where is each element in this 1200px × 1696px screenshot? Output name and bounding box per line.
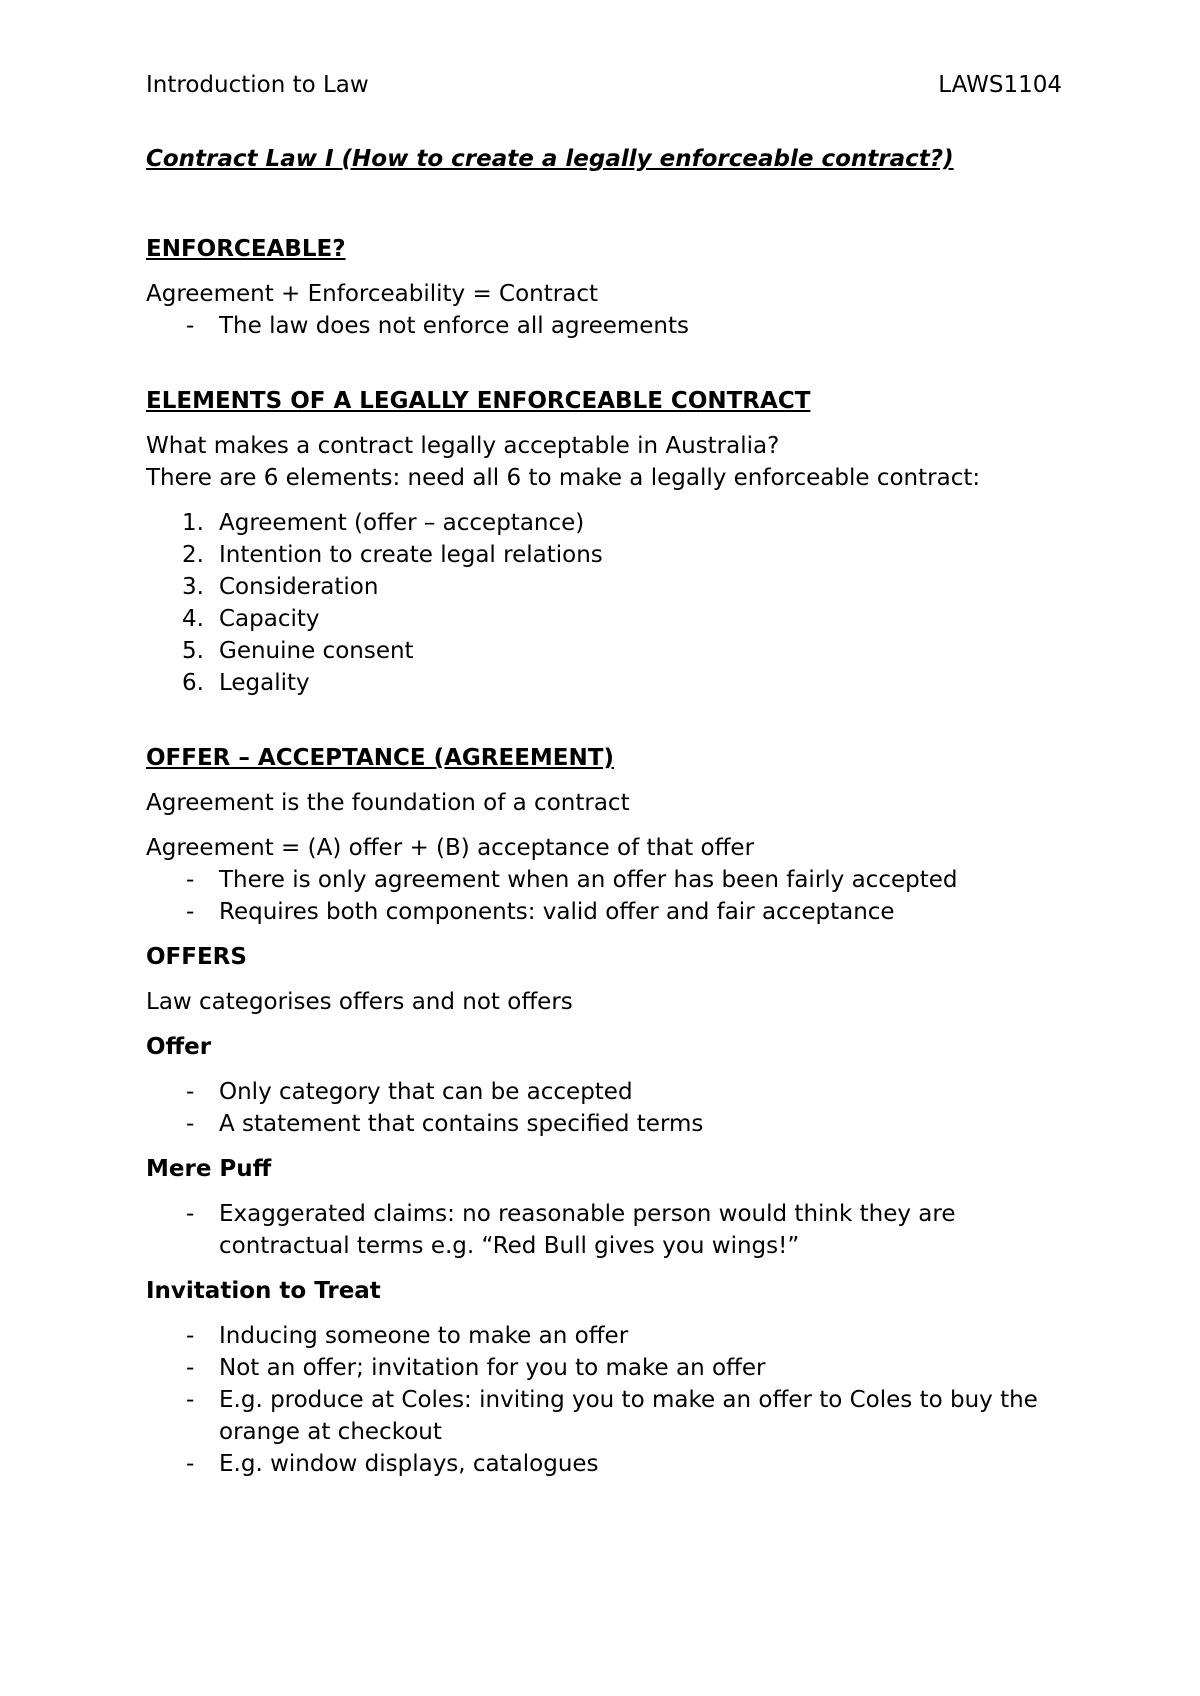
offer-bullets bbox=[146, 1076, 1076, 1140]
list-item bbox=[146, 310, 1076, 342]
list-item bbox=[146, 1448, 1076, 1480]
list-item-text: Inducing someone to make an offer bbox=[219, 1323, 629, 1349]
elements-list bbox=[146, 507, 1076, 699]
offer-acceptance-equation: Agreement = (A) offer + (B) acceptance of that offer bbox=[146, 835, 755, 861]
list-item-text: Exaggerated claims: no reasonable person would think they are contractual terms e.g. “Red Bull gives you wings!” bbox=[219, 1201, 956, 1259]
heading-offer-acceptance: OFFER – ACCEPTANCE (AGREEMENT) bbox=[146, 745, 614, 771]
list-item-text: E.g. produce at Coles: inviting you to make an offer to Coles to buy the orange at checkout bbox=[219, 1387, 1038, 1445]
list-number: 1. bbox=[182, 510, 204, 536]
list-item-text: Not an offer; invitation for you to make an offer bbox=[219, 1355, 766, 1381]
list-item-text: Requires both components: valid offer and fair acceptance bbox=[219, 899, 895, 925]
subheading-invitation-to-treat: Invitation to Treat bbox=[146, 1278, 381, 1304]
mere-puff-bullets bbox=[146, 1198, 1076, 1262]
subheading-offer: Offer bbox=[146, 1034, 212, 1060]
list-item bbox=[146, 1198, 1076, 1262]
list-item bbox=[146, 864, 1076, 896]
list-number: 6. bbox=[182, 670, 204, 696]
list-number: 4. bbox=[182, 606, 204, 632]
list-item-text: E.g. window displays, catalogues bbox=[219, 1451, 599, 1477]
bullet-marker: - bbox=[186, 1355, 195, 1381]
bullet-marker: - bbox=[186, 313, 195, 339]
list-item bbox=[146, 603, 1076, 635]
list-item bbox=[146, 1384, 1076, 1448]
heading-elements: ELEMENTS OF A LEGALLY ENFORCEABLE CONTRACT bbox=[146, 388, 811, 414]
list-number: 2. bbox=[182, 542, 204, 568]
offer-acceptance-bullets bbox=[146, 864, 1076, 928]
list-item-text: Agreement (offer – acceptance) bbox=[219, 510, 585, 536]
subheading-mere-puff: Mere Puff bbox=[146, 1156, 272, 1182]
list-item-text: Only category that can be accepted bbox=[219, 1079, 633, 1105]
list-item bbox=[146, 539, 1076, 571]
offer-acceptance-foundation: Agreement is the foundation of a contract bbox=[146, 790, 630, 816]
bullet-marker: - bbox=[186, 1079, 195, 1105]
elements-intro: There are 6 elements: need all 6 to make a legally enforceable contract: bbox=[146, 465, 981, 491]
list-item-text: Genuine consent bbox=[219, 638, 414, 664]
document-body bbox=[146, 143, 1076, 1480]
offers-intro: Law categorises offers and not offers bbox=[146, 989, 573, 1015]
bullet-marker: - bbox=[186, 899, 195, 925]
list-item-text: Intention to create legal relations bbox=[219, 542, 603, 568]
heading-offers: OFFERS bbox=[146, 944, 247, 970]
bullet-marker: - bbox=[186, 1111, 195, 1137]
list-item bbox=[146, 896, 1076, 928]
bullet-marker: - bbox=[186, 1387, 195, 1413]
list-item-text: Capacity bbox=[219, 606, 320, 632]
bullet-marker: - bbox=[186, 867, 195, 893]
list-item bbox=[146, 571, 1076, 603]
list-item-text: A statement that contains specified terms bbox=[219, 1111, 704, 1137]
enforceable-bullets bbox=[146, 310, 1076, 342]
course-name: Introduction to Law bbox=[146, 72, 369, 98]
elements-question: What makes a contract legally acceptable in Australia? bbox=[146, 433, 780, 459]
list-item bbox=[146, 1076, 1076, 1108]
list-item bbox=[146, 635, 1076, 667]
list-item bbox=[146, 1352, 1076, 1384]
bullet-marker: - bbox=[186, 1323, 195, 1349]
list-item-text: Legality bbox=[219, 670, 310, 696]
bullet-marker: - bbox=[186, 1201, 195, 1227]
list-item bbox=[146, 667, 1076, 699]
list-item bbox=[146, 1108, 1076, 1140]
list-item bbox=[146, 507, 1076, 539]
document-title: Contract Law I (How to create a legally enforceable contract?) bbox=[146, 146, 954, 172]
list-item bbox=[146, 1320, 1076, 1352]
list-number: 3. bbox=[182, 574, 204, 600]
bullet-marker: - bbox=[186, 1451, 195, 1477]
list-number: 5. bbox=[182, 638, 204, 664]
enforceable-equation: Agreement + Enforceability = Contract bbox=[146, 281, 598, 307]
list-item-text: Consideration bbox=[219, 574, 379, 600]
course-code: LAWS1104 bbox=[938, 72, 1062, 98]
list-item-text: There is only agreement when an offer has been fairly accepted bbox=[219, 867, 958, 893]
invitation-bullets bbox=[146, 1320, 1076, 1480]
page-header bbox=[146, 69, 1062, 101]
list-item-text: The law does not enforce all agreements bbox=[219, 313, 690, 339]
heading-enforceable: ENFORCEABLE? bbox=[146, 236, 346, 262]
